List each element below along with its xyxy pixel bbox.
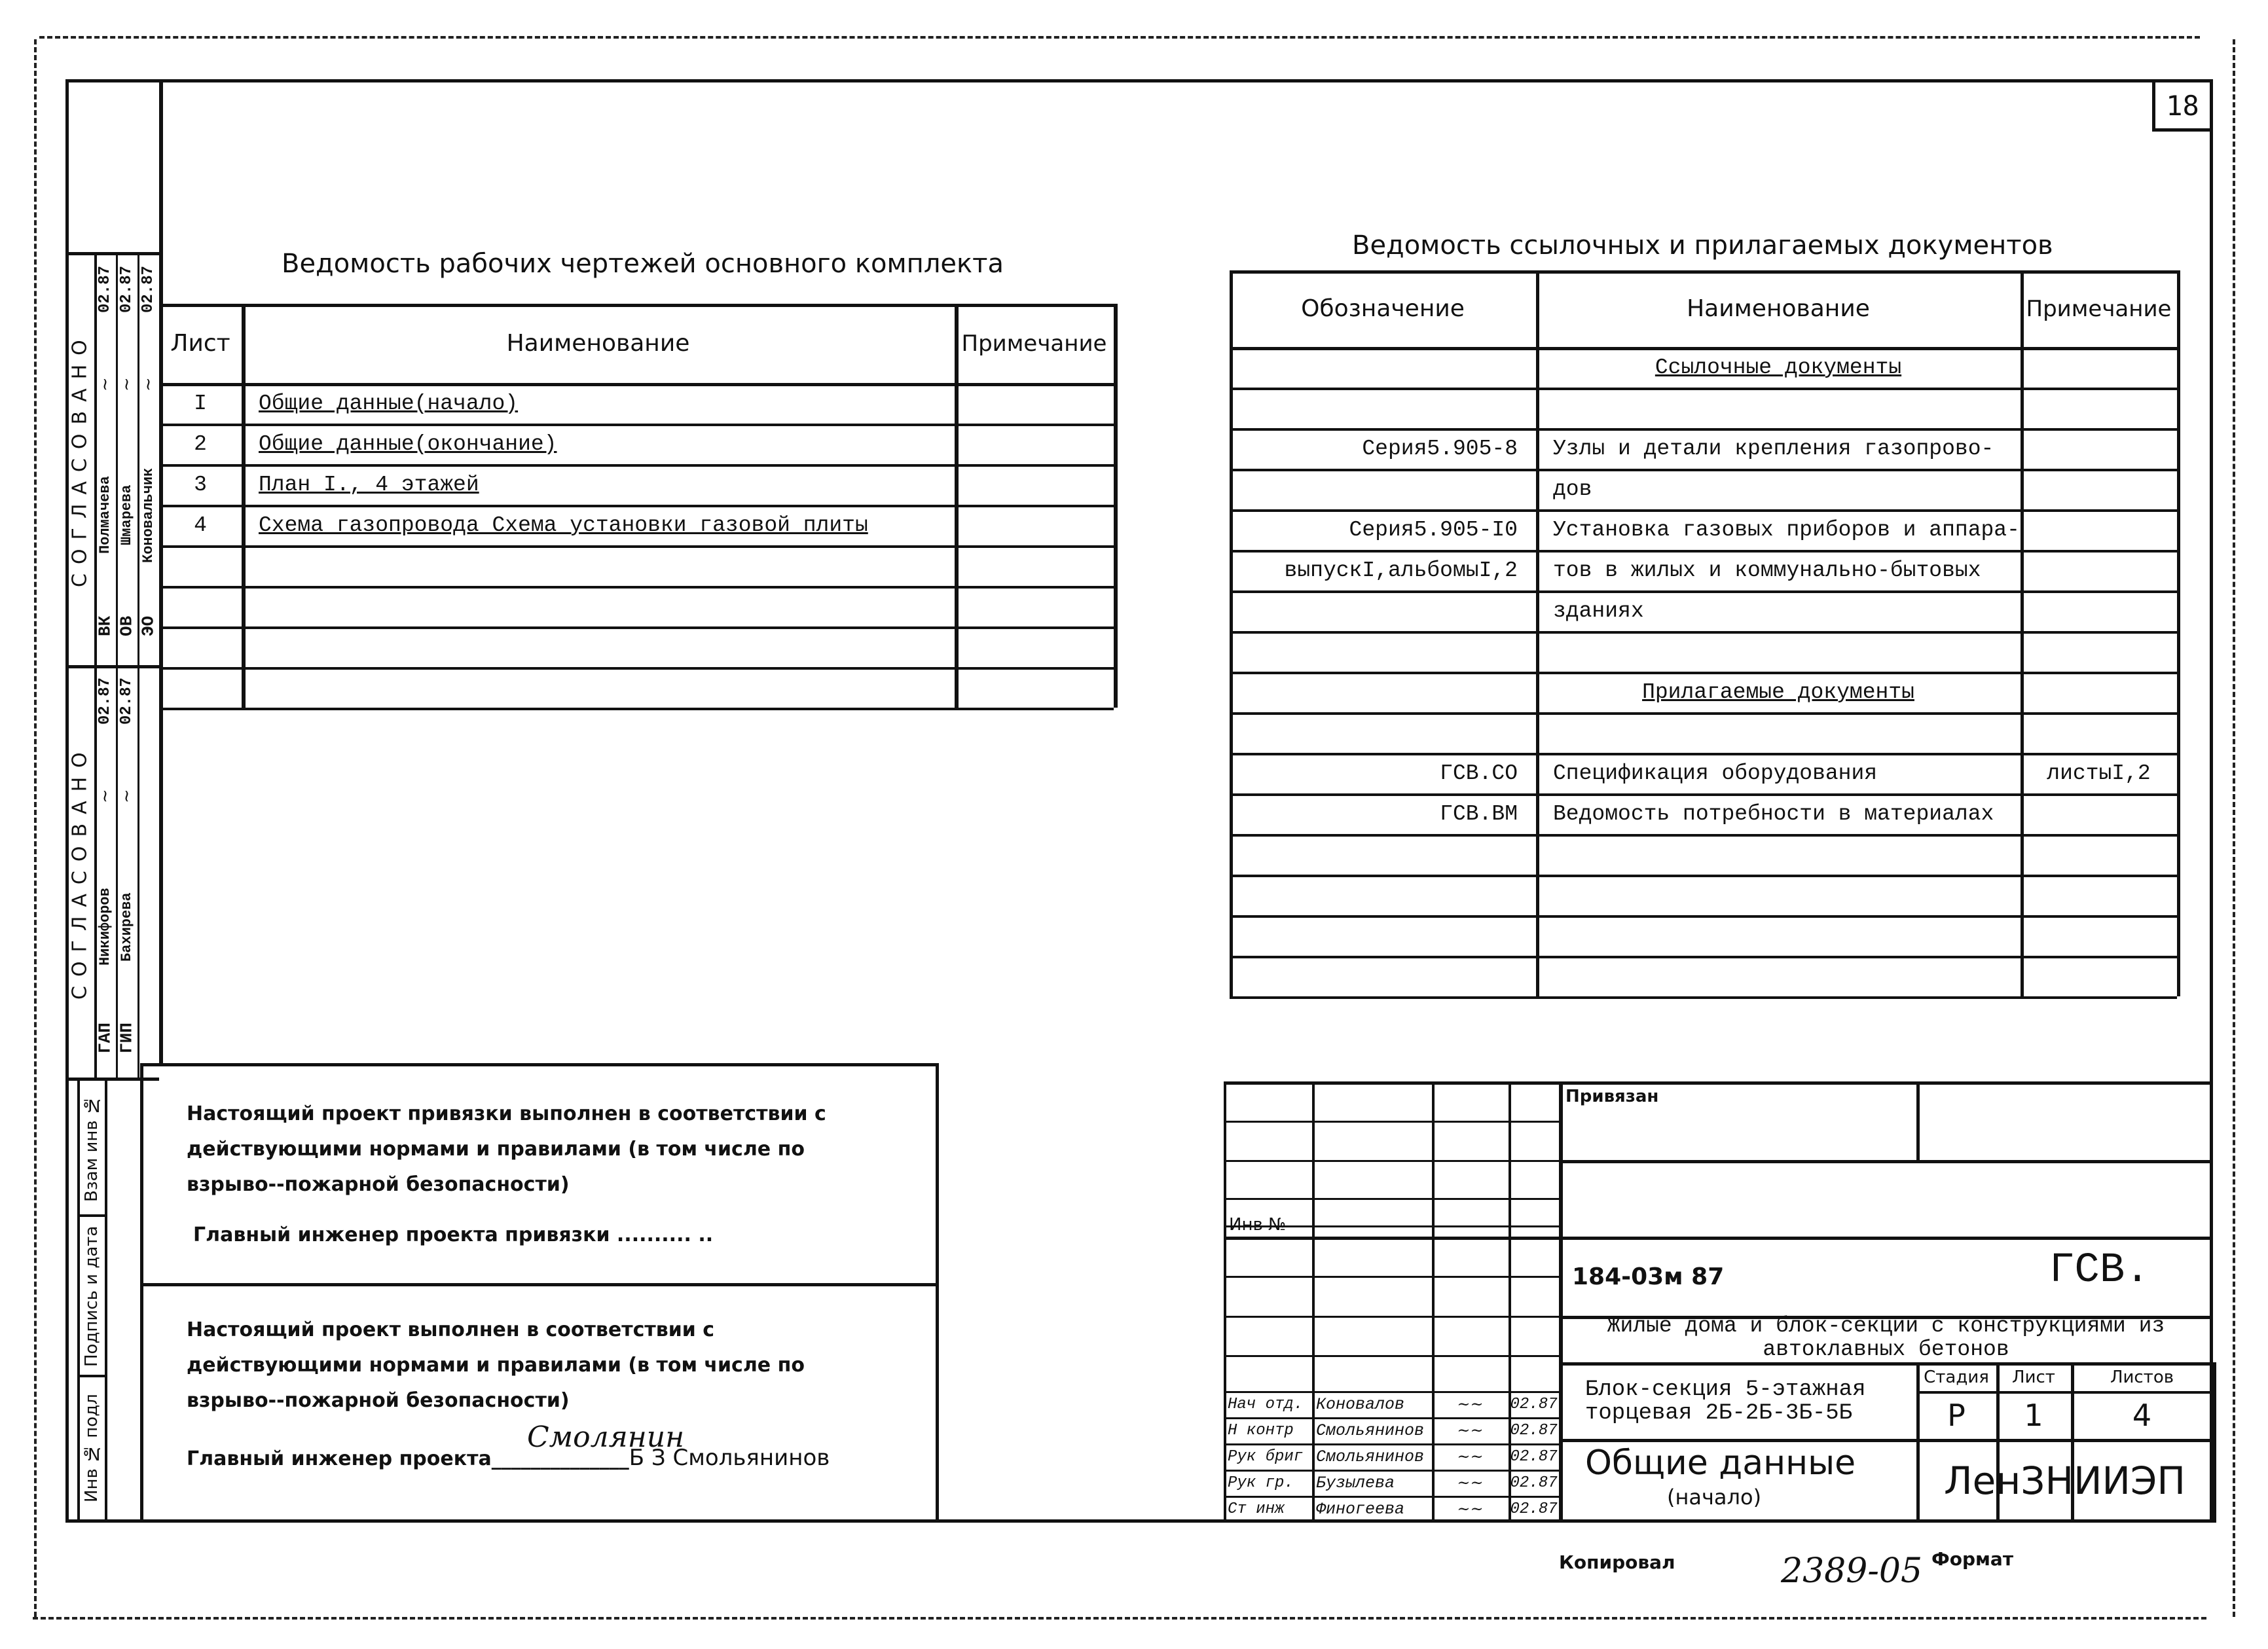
signature-icon: ~~ [1457, 1421, 1484, 1440]
approval-role: ЭО [138, 615, 158, 636]
signer-name: Финогеева [1316, 1499, 1405, 1519]
designation-cell: выпускI,альбомыI,2 [1284, 558, 1518, 583]
grid-line [2177, 270, 2180, 996]
designation-cell: Серия5.905-8 [1362, 436, 1518, 461]
grid-line [159, 253, 161, 665]
sheet-number-cell [159, 545, 242, 586]
designation-cell [1230, 469, 1536, 509]
project-name: Жилые дома и блок-секции с конструкциями из автоклавных бетонов [1607, 1314, 2165, 1362]
note-cell [2021, 834, 2177, 875]
note-cell [2021, 428, 2177, 469]
signer-date: 02.87 [1510, 1395, 1558, 1413]
document-name-cell [1536, 834, 2021, 875]
stage-value-stage: Р [1947, 1397, 1966, 1433]
signature-icon: ~ [117, 789, 137, 803]
section-heading: Ссылочные документы [1655, 355, 1902, 380]
note-cell [2021, 590, 2177, 631]
inv-original-label: Инв № подл [82, 1394, 101, 1503]
drawing-name-cell [242, 667, 955, 708]
note-cell [2021, 956, 2177, 996]
grid-line [77, 1375, 105, 1377]
document-name-cell [1536, 388, 2021, 428]
sheet-number-box [2152, 79, 2213, 132]
note-cell [2021, 509, 2177, 550]
signer-date: 02.87 [1510, 1474, 1558, 1492]
signer-name: Смольянинов [1316, 1421, 1425, 1440]
signature-icon: ~ [95, 377, 115, 391]
note-cell [2021, 712, 2177, 753]
signer-role: Нач отд. [1228, 1395, 1304, 1413]
document-name-cell [1536, 875, 2021, 915]
note-cell [2021, 347, 2177, 388]
approval-date: 02.87 [118, 266, 136, 314]
binding-chief-engineer: Главный инженер проекта привязки .......... .. [193, 1223, 714, 1246]
project-code: 184-03м 87 [1572, 1263, 1725, 1290]
stage-value-sheet: 1 [2024, 1397, 2043, 1433]
designation-cell [1230, 347, 1536, 388]
signer-date: 02.87 [1510, 1421, 1558, 1440]
designation-cell: Серия5.905-I0 [1349, 517, 1518, 542]
notes-divider [140, 1283, 939, 1286]
document-name-cell: зданиях [1553, 598, 1644, 623]
binding-compliance-text: Настоящий проект привязки выполнен в соответствии с действующими нормами и правилами (в том числе по взрыво--пожарной безопасности) [187, 1102, 826, 1196]
approval-role: ГИП [117, 1023, 137, 1054]
signature-icon: ~ [95, 789, 115, 803]
signature-icon: ~~ [1457, 1395, 1484, 1413]
note-cell [2021, 915, 2177, 956]
grid-line [1224, 1081, 2213, 1085]
note-cell [2021, 793, 2177, 834]
document-name-cell: тов в жилых и коммунально-бытовых [1553, 558, 1981, 583]
designation-cell [1230, 712, 1536, 753]
designation-cell: ГСВ.СО [1440, 761, 1518, 786]
column-header-name: Наименование [1687, 295, 1870, 322]
signer-role: Рук бриг [1228, 1447, 1304, 1466]
grid-line [1559, 1160, 2213, 1163]
grid-line [1114, 304, 1118, 708]
building-line-1: Блок-секция 5-этажная [1585, 1377, 1866, 1402]
grid-line [77, 1214, 105, 1217]
approval-name: Коновальчик [140, 467, 156, 563]
note-cell [2021, 875, 2177, 915]
document-name-cell [1536, 915, 2021, 956]
column-header-sheet: Лист [170, 330, 230, 357]
note-cell [955, 464, 1114, 505]
note-cell [955, 424, 1114, 464]
approval-date: 02.87 [96, 266, 114, 314]
approval-role: ВК [95, 615, 115, 636]
grid-line [1224, 1237, 1559, 1240]
designation-cell [1230, 834, 1536, 875]
signature-icon: ~~ [1457, 1474, 1484, 1492]
signature-icon: Смолянин [527, 1421, 685, 1454]
grid-line [1224, 1121, 1559, 1123]
project-chief-engineer-label: Главный инженер проекта [187, 1447, 492, 1470]
column-header-note: Примечание [2026, 295, 2172, 322]
approval-date: 02.87 [139, 266, 157, 314]
sheet-number-cell: 3 [194, 472, 207, 497]
sheet-number-cell [159, 586, 242, 626]
signer-name: Коновалов [1316, 1394, 1405, 1414]
copied-label: Копировал [1559, 1551, 1675, 1573]
grid-line [1559, 1081, 1563, 1523]
note-cell [955, 626, 1114, 667]
note-cell [955, 586, 1114, 626]
approval-date: 02.87 [118, 678, 136, 725]
replaced-inv-label: Взам инв № [82, 1095, 101, 1203]
drawing-name-cell: Общие данные(окончание) [259, 431, 557, 456]
designation-cell [1230, 875, 1536, 915]
column-header-name: Наименование [506, 330, 690, 357]
sheet-number-cell: 2 [194, 431, 207, 456]
note-cell [955, 505, 1114, 545]
drawing-name-cell: План I., 4 этажей [259, 472, 479, 497]
sheet-title: Общие данные [1585, 1443, 1856, 1483]
right-table-title: Ведомость ссылочных и прилагаемых документов [1352, 230, 2053, 261]
grid-line [1224, 1355, 1559, 1357]
sheet-number-cell: 4 [194, 513, 207, 537]
designation-cell [1230, 388, 1536, 428]
grid-line [1224, 1198, 1559, 1200]
drawing-name-cell: Общие данные(начало) [259, 391, 519, 416]
cut-line-bottom [33, 1617, 2206, 1620]
grid-line [1230, 996, 2177, 999]
document-name-cell [1536, 631, 2021, 672]
sheet-subtitle: (начало) [1667, 1485, 1762, 1510]
organization-name: ЛенЗНИИЭП [1944, 1459, 2186, 1503]
note-cell [2021, 672, 2177, 712]
sheet-number-cell [159, 667, 242, 708]
note-cell [2021, 631, 2177, 672]
signature-icon: ~ [138, 377, 158, 391]
stage-header-0: Стадия [1924, 1368, 1989, 1387]
grid-line [105, 1078, 107, 1523]
order-number: 2389-05 [1781, 1551, 1923, 1591]
signer-name: Бузылева [1316, 1473, 1395, 1493]
sheet-number-cell [159, 626, 242, 667]
stage-header-2: Листов [2110, 1368, 2174, 1387]
approval-label: СОГЛАСОВАНО [68, 743, 92, 1000]
note-cell [2021, 469, 2177, 509]
grid-line [1224, 1316, 1559, 1318]
left-table-title: Ведомость рабочих чертежей основного комплекта [282, 249, 1004, 279]
drawing-name-cell: Схема газопровода Схема установки газовой плиты [259, 513, 868, 537]
stage-value-sheets: 4 [2132, 1397, 2152, 1433]
note-cell [955, 667, 1114, 708]
designation-cell [1230, 915, 1536, 956]
drawing-name-cell [242, 586, 955, 626]
signature-icon: ~~ [1457, 1447, 1484, 1466]
grid-line [1916, 1081, 1920, 1160]
designation-cell [1230, 956, 1536, 996]
signer-role: Ст инж [1228, 1500, 1285, 1518]
designation-cell [1230, 631, 1536, 672]
approval-date: 02.87 [96, 678, 114, 725]
column-header-note: Примечание [961, 330, 1107, 357]
grid-line [1224, 1160, 1559, 1162]
project-compliance-text: Настоящий проект выполнен в соответствии с действующими нормами и правилами (в том числе по взрыво--пожарной безопасности) [187, 1318, 805, 1412]
note-cell [2021, 388, 2177, 428]
signature-icon: ~~ [1457, 1500, 1484, 1518]
project-chief-engineer-row [187, 1440, 830, 1477]
signer-role: Рук гр. [1228, 1474, 1294, 1492]
signer-name: Смольянинов [1316, 1447, 1425, 1466]
drawing-name-cell [242, 545, 955, 586]
designation-cell: ГСВ.ВМ [1440, 801, 1518, 826]
approval-label: СОГЛАСОВАНО [68, 331, 92, 588]
note-cell [955, 545, 1114, 586]
document-name-cell [1536, 956, 2021, 996]
approval-role: ОВ [117, 615, 137, 636]
grid-line [1224, 1081, 1226, 1523]
signer-role: Н контр [1228, 1421, 1294, 1440]
grid-line [1312, 1081, 1315, 1523]
designation-cell [1230, 590, 1536, 631]
building-line-2: торцевая 2Б-2Б-3Б-5Б [1585, 1401, 1853, 1426]
document-name-cell: дов [1553, 477, 1592, 501]
approval-name: Бахирева [119, 892, 135, 962]
document-name-cell: Узлы и детали крепления газопрово- [1553, 436, 1994, 461]
signer-date: 02.87 [1510, 1447, 1558, 1466]
drawing-name-cell [242, 626, 955, 667]
cut-line-left [34, 39, 37, 1617]
sheet-number: 18 [2166, 89, 2199, 122]
cut-line-right [2233, 39, 2235, 1617]
note-cell: листыI,2 [2047, 761, 2151, 786]
document-mark: ГСВ. [2049, 1247, 2150, 1294]
section-heading: Прилагаемые документы [1642, 680, 1914, 704]
note-cell [955, 383, 1114, 424]
approval-name: Шмарева [119, 484, 135, 546]
document-name-cell: Спецификация оборудования [1553, 761, 1878, 786]
format-label: Формат [1931, 1548, 2014, 1570]
sheet-number-cell: I [194, 391, 207, 416]
bound-label: Привязан [1565, 1087, 1659, 1106]
inv-number-label: Инв № [1229, 1215, 1287, 1235]
signer-date: 02.87 [1510, 1500, 1558, 1518]
signature-line: ______________ [491, 1447, 629, 1470]
document-name-cell: Установка газовых приборов и аппара- [1553, 517, 2020, 542]
grid-line [1559, 1237, 2213, 1240]
grid-line [1224, 1276, 1559, 1278]
cut-line-top [39, 36, 2200, 39]
signature-icon: ~ [117, 377, 137, 391]
grid-line [2213, 1362, 2216, 1523]
document-name-cell [1536, 712, 2021, 753]
designation-cell [1230, 672, 1536, 712]
grid-line [159, 708, 1114, 710]
sign-date-label: Подпись и дата [82, 1225, 101, 1367]
grid-line [137, 665, 139, 1078]
column-header-designation: Обозначение [1301, 295, 1465, 322]
stage-header-1: Лист [2012, 1368, 2055, 1387]
approval-name: Никифоров [97, 888, 113, 966]
approval-role: ГАП [95, 1023, 115, 1054]
document-name-cell: Ведомость потребности в материалах [1553, 801, 1994, 826]
project-chief-engineer-name: Б З Смольянинов [629, 1445, 830, 1471]
approval-name: Полмачева [97, 476, 113, 554]
note-cell [2021, 550, 2177, 590]
